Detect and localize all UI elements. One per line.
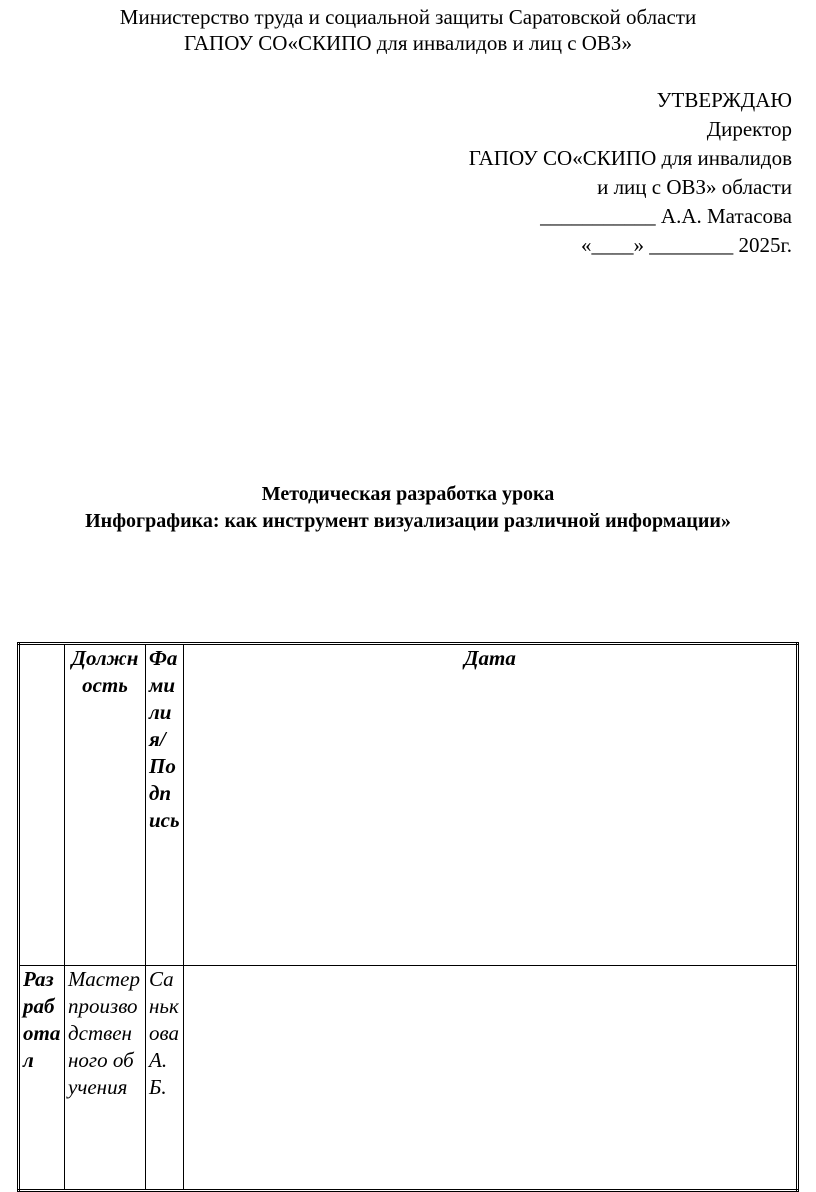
approval-signature-line: ___________ А.А. Матасова — [540, 204, 792, 228]
approval-date-line: «____» ________ 2025г. — [581, 233, 792, 257]
table-row — [19, 966, 798, 1191]
document-title-line1: Методическая разработка урока — [261, 483, 555, 505]
document-title — [0, 481, 816, 535]
approval-org-line1: ГАПОУ СО«СКИПО для инвалидов — [468, 146, 792, 170]
document-header — [0, 4, 816, 56]
approval-block — [469, 86, 792, 260]
header-cell-name-signature: Фамилия/Подпись — [146, 644, 184, 966]
cell-date — [184, 966, 798, 1191]
ministry-name: Министерство труда и социальной защиты Саратовской области — [119, 5, 697, 29]
organization-name: ГАПОУ СО«СКИПО для инвалидов и лиц с ОВЗ» — [184, 31, 632, 55]
signature-table — [17, 642, 799, 1192]
header-cell-empty — [19, 644, 65, 966]
approval-position: Директор — [706, 117, 792, 141]
header-cell-date: Дата — [184, 644, 798, 966]
cell-role: Разработал — [19, 966, 65, 1191]
approval-title: УТВЕРЖДАЮ — [656, 88, 792, 112]
approval-org-line2: и лиц с ОВЗ» области — [597, 175, 792, 199]
header-cell-position: Должность — [65, 644, 146, 966]
table-header-row — [19, 644, 798, 966]
cell-position: Мастер производственного обучения — [65, 966, 146, 1191]
cell-name: Санькова А.Б. — [146, 966, 184, 1191]
document-title-line2: Инфографика: как инструмент визуализации различной информации» — [85, 510, 731, 532]
